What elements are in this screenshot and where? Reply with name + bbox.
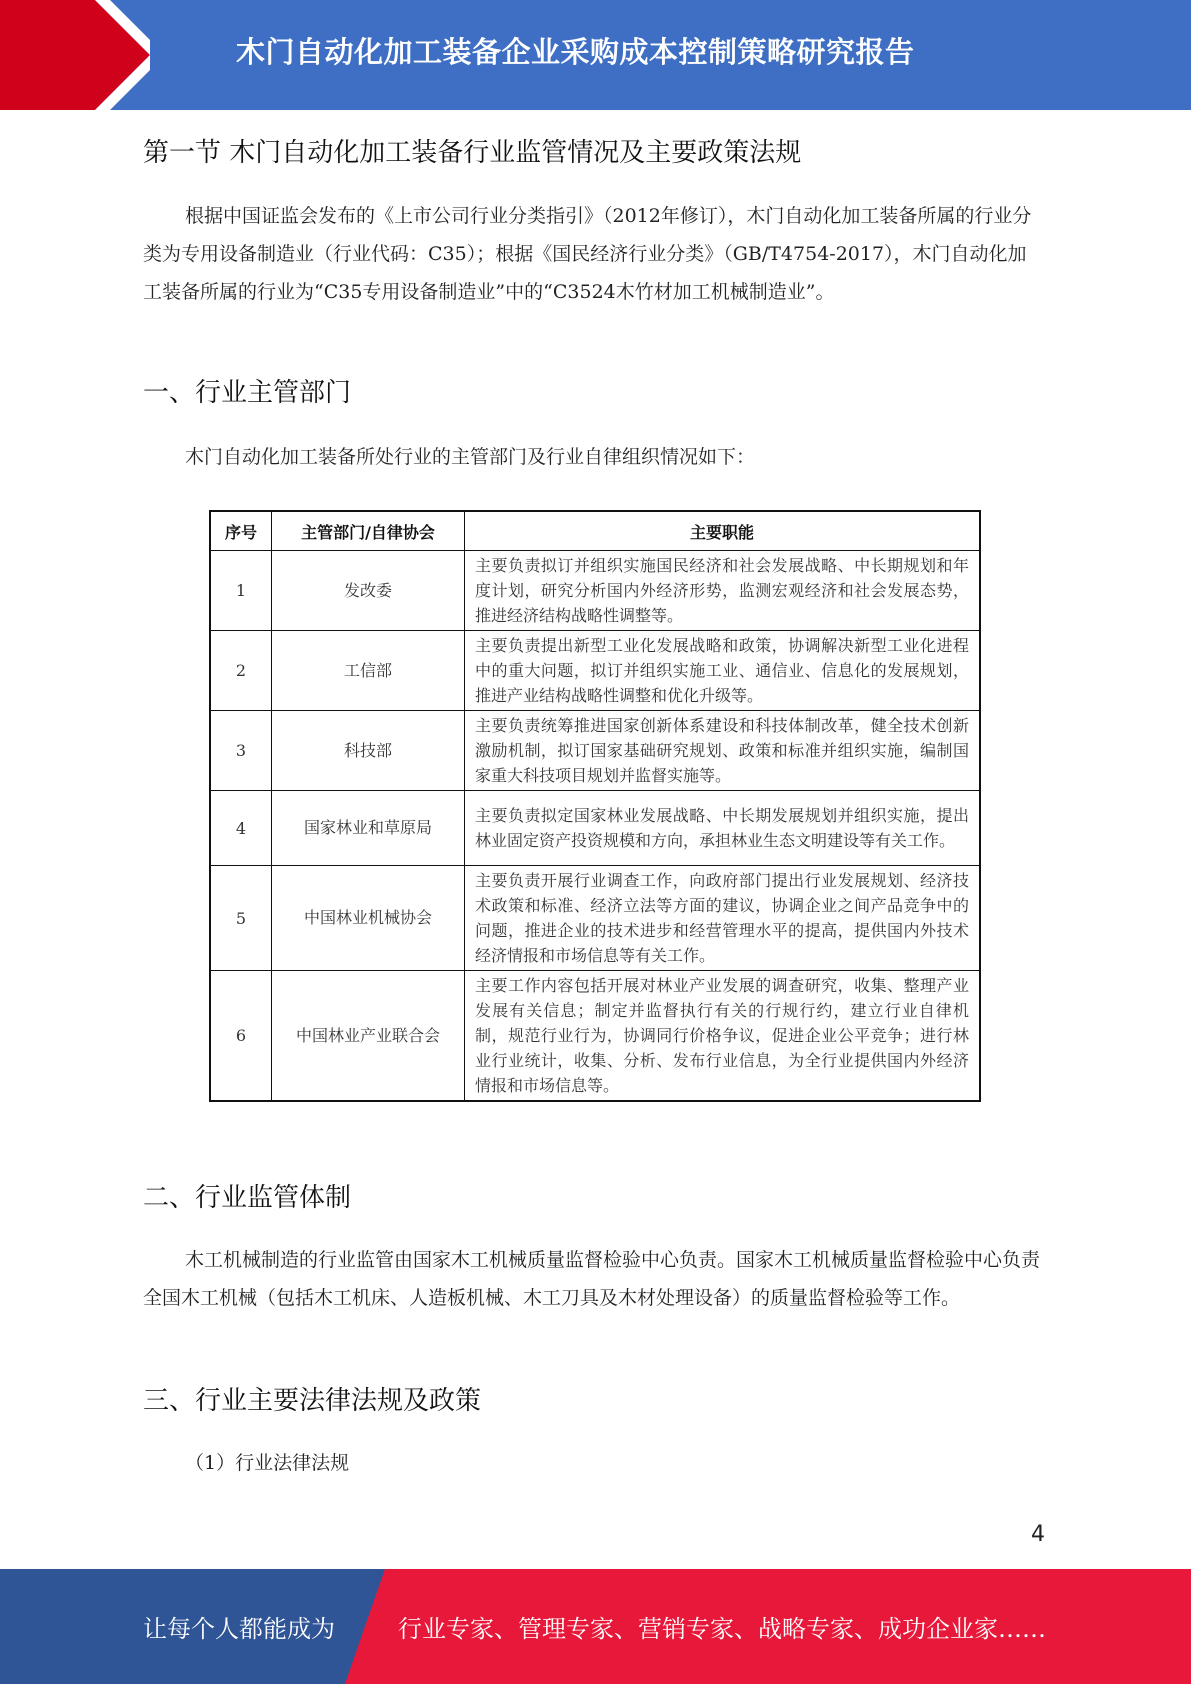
section-intro-paragraph: 根据中国证监会发布的《上市公司行业分类指引》（2012年修订），木门自动化加工装备所属的行业分类为专用设备制造业（行业代码：C35）；根据《国民经济行业分类》（GB/T4754-2017），木门自动化加工装备所属的行业为“C35专用设备制造业”中的“C3524木竹材加工机械制造业”。 [143, 205, 1032, 303]
regulatory-system-paragraph: 木工机械制造的行业监管由国家木工机械质量监督检验中心负责。国家木工机械质量监督检验中心负责全国木工机械（包括木工机床、人造板机械、木工刀具及木材处理设备）的质量监督检验等工作。 [143, 1249, 1041, 1309]
header-duty: 主要职能 [465, 511, 981, 551]
row-dept: 中国林业产业联合会 [272, 971, 465, 1102]
row-duty: 主要负责拟定国家林业发展战略、中长期发展规划并组织实施，提出林业固定资产投资规模和方向，承担林业生态文明建设等有关工作。 [465, 791, 981, 866]
row-dept: 工信部 [272, 631, 465, 711]
table-row [210, 711, 980, 791]
page-header [0, 0, 1191, 110]
section-title: 第一节 木门自动化加工装备行业监管情况及主要政策法规 [143, 138, 802, 168]
heading-laws-policies: 三、行业主要法律法规及政策 [143, 1386, 482, 1416]
row-no: 4 [210, 791, 272, 866]
row-duty: 主要负责统筹推进国家创新体系建设和科技体制改革，健全技术创新激励机制，拟订国家基础研究规划、政策和标准并组织实施，编制国家重大科技项目规划并监督实施等。 [465, 711, 981, 791]
table-row [210, 791, 980, 866]
laws-list-item: （1）行业法律法规 [185, 1452, 350, 1474]
table-header-row [210, 511, 980, 551]
heading-competent-authorities: 一、行业主管部门 [143, 378, 352, 408]
row-no: 6 [210, 971, 272, 1102]
footer-slogan-left: 让每个人都能成为 [143, 1615, 335, 1643]
row-dept: 科技部 [272, 711, 465, 791]
row-no: 2 [210, 631, 272, 711]
table-row [210, 551, 980, 631]
header-red-arrow [0, 0, 150, 110]
authorities-intro: 木门自动化加工装备所处行业的主管部门及行业自律组织情况如下： [185, 446, 756, 468]
row-no: 1 [210, 551, 272, 631]
row-duty: 主要负责提出新型工业化发展战略和政策，协调解决新型工业化进程中的重大问题，拟订并组织实施工业、通信业、信息化的发展规划，推进产业结构战略性调整和优化升级等。 [465, 631, 981, 711]
table-row [210, 631, 980, 711]
row-duty: 主要负责拟订并组织实施国民经济和社会发展战略、中长期规划和年度计划，研究分析国内外经济形势，监测宏观经济和社会发展态势，推进经济结构战略性调整等。 [465, 551, 981, 631]
page-footer [0, 1569, 1191, 1684]
page-number: 4 [1031, 1522, 1045, 1547]
row-no: 5 [210, 866, 272, 971]
row-duty: 主要负责开展行业调查工作，向政府部门提出行业发展规划、经济技术政策和标准、经济立法等方面的建议，协调企业之间产品竞争中的问题，推进企业的技术进步和经营管理水平的提高，提供国内外技术经济情报和市场信息等有关工作。 [465, 866, 981, 971]
header-dept: 主管部门/自律协会 [272, 511, 465, 551]
row-no: 3 [210, 711, 272, 791]
table-row [210, 866, 980, 971]
row-dept: 国家林业和草原局 [272, 791, 465, 866]
row-duty: 主要工作内容包括开展对林业产业发展的调查研究，收集、整理产业发展有关信息；制定并监督执行有关的行规行约，建立行业自律机制，规范行业行为，协调同行价格争议，促进企业公平竞争；进行林业行业统计，收集、分析、发布行业信息，为全行业提供国内外经济情报和市场信息等。 [465, 971, 981, 1102]
row-dept: 发改委 [272, 551, 465, 631]
table-row [210, 971, 980, 1102]
report-title: 木门自动化加工装备企业采购成本控制策略研究报告 [236, 35, 915, 69]
header-no: 序号 [210, 511, 272, 551]
footer-slogan-right: 行业专家、管理专家、营销专家、战略专家、成功企业家…… [398, 1615, 1046, 1643]
authorities-table [209, 510, 981, 1102]
heading-regulatory-system: 二、行业监管体制 [143, 1183, 352, 1213]
row-dept: 中国林业机械协会 [272, 866, 465, 971]
